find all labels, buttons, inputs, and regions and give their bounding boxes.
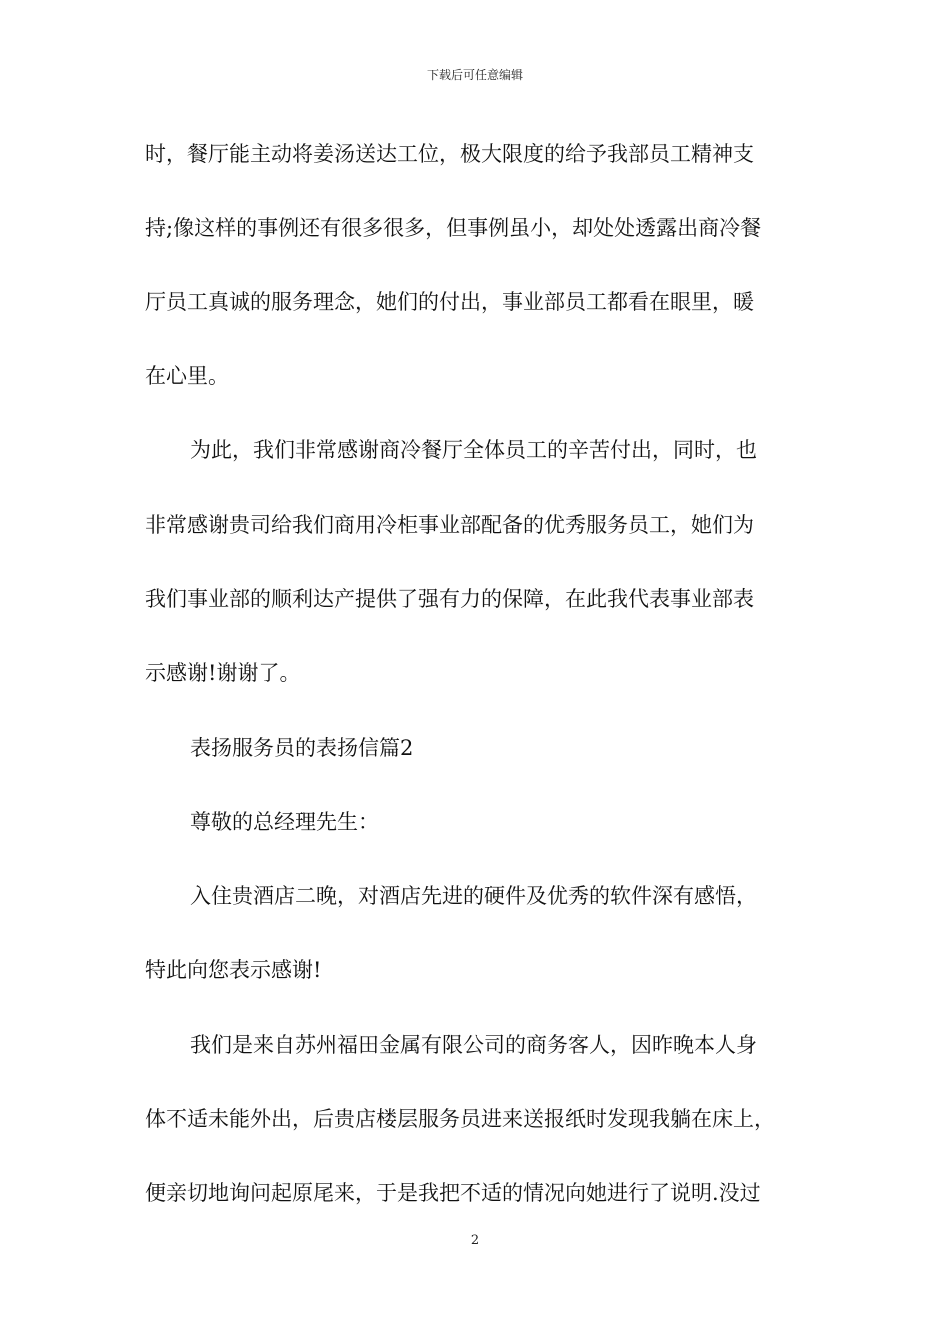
paragraph-line: 时，餐厅能主动将姜汤送达工位，极大限度的给予我部员工精神支 — [145, 142, 754, 166]
paragraph-line: 非常感谢贵司给我们商用冷柜事业部配备的优秀服务员工，她们为 — [145, 513, 754, 537]
paragraph-line: 入住贵酒店二晚，对酒店先进的硬件及优秀的软件深有感悟， — [190, 884, 757, 908]
paragraph-line: 便亲切地询问起原尾来，于是我把不适的情况向她进行了说明.没过 — [145, 1181, 761, 1205]
letter-salutation: 尊敬的总经理先生： — [190, 810, 379, 834]
section-heading: 表扬服务员的表扬信篇2 — [190, 736, 414, 760]
paragraph-line: 体不适未能外出，后贵店楼层服务员进来送报纸时发现我躺在床上， — [145, 1107, 775, 1131]
paragraph-line: 特此向您表示感谢! — [145, 958, 322, 982]
page-header: 下载后可任意编辑 — [426, 68, 523, 82]
paragraph-line: 我们事业部的顺利达产提供了强有力的保障，在此我代表事业部表 — [145, 587, 754, 611]
paragraph-line: 我们是来自苏州福田金属有限公司的商务客人，因昨晚本人身 — [190, 1033, 757, 1057]
paragraph-line: 持;像这样的事例还有很多很多，但事例虽小，却处处透露出商冷餐 — [145, 216, 762, 240]
page-number: 2 — [470, 1233, 480, 1248]
paragraph-line: 在心里。 — [145, 364, 229, 388]
paragraph-line: 为此，我们非常感谢商冷餐厅全体员工的辛苦付出，同时，也 — [190, 438, 757, 462]
paragraph-line: 厅员工真诚的服务理念，她们的付出，事业部员工都看在眼里，暖 — [145, 290, 754, 314]
paragraph-line: 示感谢!谢谢了。 — [145, 661, 301, 685]
